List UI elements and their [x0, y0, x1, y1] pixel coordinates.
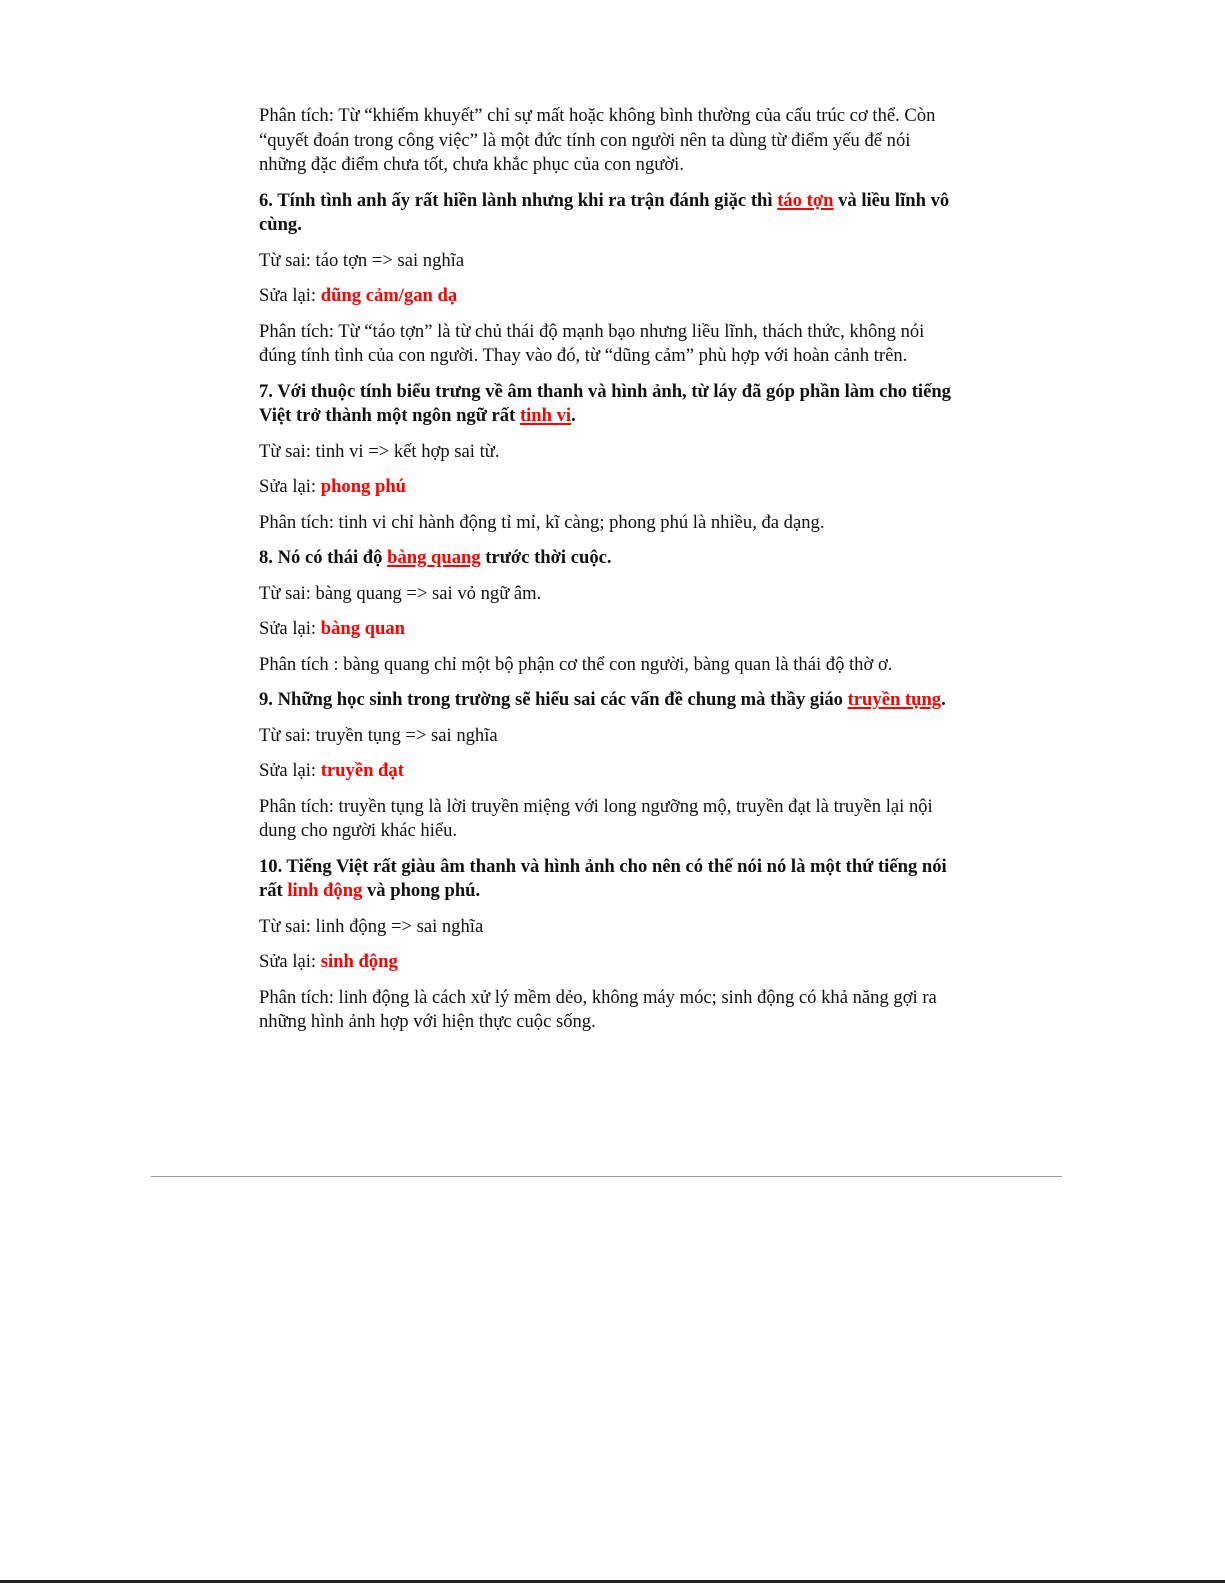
wrong-word-line: Từ sai: táo tợn => sai nghĩa — [259, 249, 465, 271]
question-text: 8. Nó có thái độ — [259, 547, 388, 568]
analysis-6: Phân tích: Từ “táo tợn” là từ chủ thái độ mạnh bạo nhưng liều lĩnh, thách thức, không nói đúng tính tình của con người. Thay vào đó, từ “dũng cảm” phù hợp với hoàn cảnh trên. — [259, 320, 925, 366]
question-text-end: trước thời cuộc. — [480, 547, 612, 568]
analysis-10: Phân tích: linh động là cách xử lý mềm dẻo, không máy móc; sinh động có khả năng gợi ra những hình ảnh hợp với hiện thực cuộc sống. — [259, 986, 937, 1032]
wrong-word-line: Từ sai: linh động => sai nghĩa — [259, 915, 484, 937]
wrong-word-line: Từ sai: bàng quang => sai vỏ ngữ âm. — [259, 582, 542, 604]
wrong-word-line: Từ sai: truyền tụng => sai nghĩa — [259, 724, 498, 746]
error-word: linh động — [287, 880, 363, 901]
correction-label: Sửa lại: — [259, 951, 321, 972]
error-word: táo tợn — [777, 189, 834, 211]
page-footer-divider — [151, 1176, 1062, 1177]
question-10 — [259, 855, 959, 904]
correction-line — [259, 284, 959, 309]
question-6 — [259, 189, 959, 238]
question-text-end: và phong phú. — [362, 880, 481, 901]
error-word: tinh vi — [519, 405, 572, 426]
question-8 — [259, 546, 959, 571]
error-word: truyền tụng — [847, 689, 942, 710]
correction-word: phong phú — [320, 476, 407, 497]
wrong-word-line: Từ sai: tinh vi => kết hợp sai từ. — [259, 440, 500, 462]
question-text-end: và liều lĩnh vô cùng. — [259, 189, 950, 235]
question-text-end: . — [571, 405, 576, 426]
question-text: 6. Tính tình anh ấy rất hiền lành nhưng khi ra trận đánh giặc thì — [259, 189, 778, 211]
analysis-8: Phân tích : bàng quang chỉ một bộ phận cơ thể con người, bàng quan là thái độ thờ ơ. — [259, 653, 893, 675]
analysis-9: Phân tích: truyền tụng là lời truyền miệng với long ngưỡng mộ, truyền đạt là truyền lại nội dung cho người khác hiểu. — [259, 795, 933, 841]
correction-word: bàng quan — [320, 618, 405, 639]
page-bottom-border — [0, 1580, 1225, 1583]
correction-word: dũng cảm/gan dạ — [320, 285, 458, 306]
correction-label: Sửa lại: — [259, 285, 321, 306]
question-text: 10. Tiếng Việt rất giàu âm thanh và hình ảnh cho nên có thể nói nó là một thứ tiếng nói rất — [259, 855, 947, 901]
correction-line — [259, 475, 959, 500]
correction-label: Sửa lại: — [259, 760, 321, 781]
error-word: bàng quang — [387, 547, 481, 568]
question-text: 9. Những học sinh trong trường sẽ hiểu sai các vấn đề chung mà thầy giáo — [259, 689, 848, 710]
correction-label: Sửa lại: — [259, 476, 321, 497]
document-page — [259, 104, 959, 1046]
correction-word: truyền đạt — [320, 760, 404, 781]
question-7 — [259, 380, 959, 429]
intro-analysis: Phân tích: Từ “khiếm khuyết” chỉ sự mất hoặc không bình thường của cấu trúc cơ thể. Còn “quyết đoán trong công việc” là một đức tính con người nên ta dùng từ điểm yếu để nói những đặc điểm chưa tốt, chưa khắc phục của con người. — [259, 105, 936, 175]
correction-line — [259, 617, 959, 642]
correction-label: Sửa lại: — [259, 618, 321, 639]
correction-line — [259, 950, 959, 975]
correction-line — [259, 759, 959, 784]
question-9 — [259, 688, 959, 713]
correction-word: sinh động — [320, 951, 398, 972]
analysis-7: Phân tích: tinh vi chỉ hành động tỉ mỉ, kĩ càng; phong phú là nhiều, đa dạng. — [259, 511, 825, 533]
question-text-end: . — [941, 689, 946, 710]
question-text: 7. Với thuộc tính biểu trưng về âm thanh và hình ảnh, từ láy đã góp phần làm cho tiếng Việt trở thành một ngôn ngữ rất — [259, 380, 951, 426]
